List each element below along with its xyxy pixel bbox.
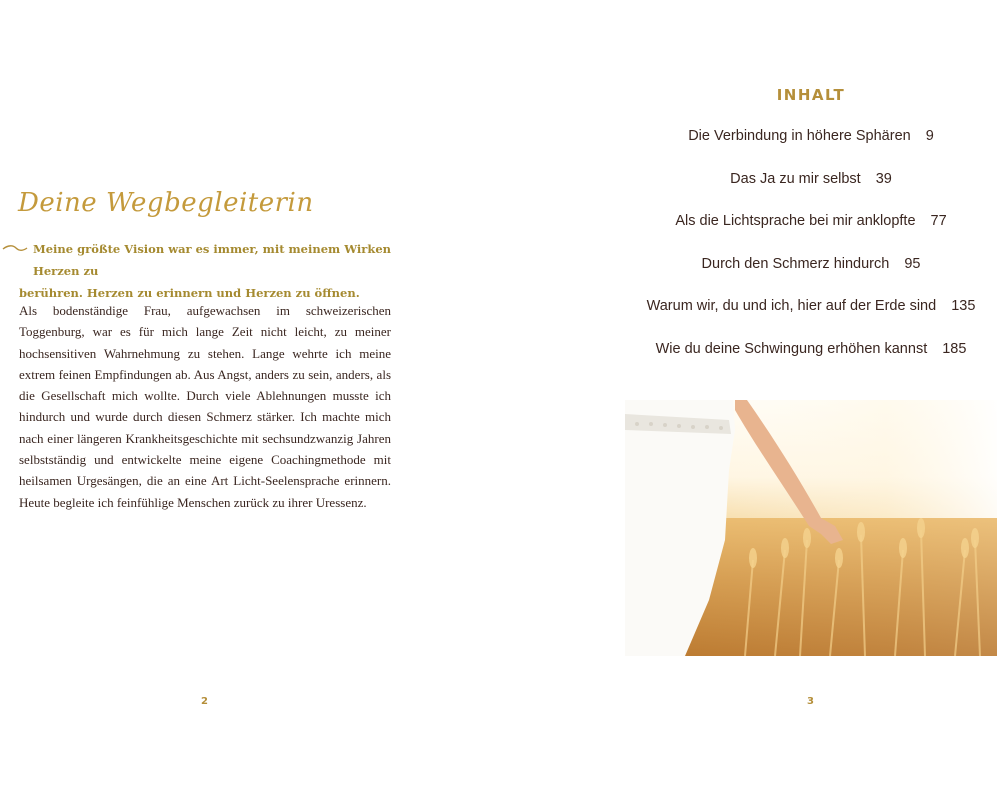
toc-entry[interactable] xyxy=(500,256,1000,299)
intro-block xyxy=(0,238,392,304)
toc-entry-title: Wie du deine Schwingung erhöhen kannst xyxy=(655,340,928,357)
intro-line-1: Meine größte Vision war es immer, mit meinem Wirken Herzen zu xyxy=(33,242,392,278)
toc-entry[interactable] xyxy=(500,213,1000,256)
toc-entry[interactable] xyxy=(500,298,1000,341)
toc-entry-title: Warum wir, du und ich, hier auf der Erde sind xyxy=(646,298,937,315)
toc-entry-page: 185 xyxy=(942,340,967,357)
table-of-contents xyxy=(500,128,1000,384)
intro-line-2: berühren. Herzen zu erinnern und Herzen zu öffnen. xyxy=(19,286,360,300)
toc-entry[interactable] xyxy=(500,128,1000,171)
toc-entry-page: 95 xyxy=(904,255,921,272)
page-number-right: 3 xyxy=(807,696,814,707)
toc-entry[interactable] xyxy=(500,341,1000,384)
page-number-left: 2 xyxy=(201,696,208,707)
toc-entry-page: 9 xyxy=(925,128,934,144)
toc-entry-title: Als die Lichtsprache bei mir anklopfte xyxy=(675,213,916,230)
toc-entry[interactable] xyxy=(500,171,1000,214)
toc-entry-title: Das Ja zu mir selbst xyxy=(730,170,861,187)
wheat-field-photo xyxy=(625,400,997,656)
toc-entry-page: 39 xyxy=(875,170,892,187)
intro-text xyxy=(0,238,392,304)
body-paragraph: Als bodenständige Frau, aufgewachsen im schweizerischen Toggenburg, war es für mich lange Zeit nicht leicht, zu meiner hochsensitiven Wahrnehmung zu stehen. Lange wehrte ich meine extrem feinen Empfindungen ab. Aus Angst, anders zu sein, anders, als die Gesellschaft mich wollte. Durch viele Ablehnungen musste ich hindurch und wurde durch diesen Schmerz stärker. Ich machte mich nach einer längeren Krankheitsgeschichte mit sechsundzwanzig Jahren selbstständig und entwickelte meine eigene Coachingmethode mit heilsamen Urgesängen, die an eine Art Licht-Seelensprache erinnern. Heute begleite ich feinfühlige Menschen zurück zu ihrer Uressenz. xyxy=(19,303,391,510)
toc-entry-page: 135 xyxy=(951,298,976,315)
toc-entry-page: 77 xyxy=(930,213,947,230)
toc-entry-title: Die Verbindung in höhere Sphären xyxy=(688,128,911,144)
wheat-field-illustration xyxy=(625,400,997,656)
section-heading: Deine Wegbegleiterin xyxy=(18,188,314,218)
toc-entry-title: Durch den Schmerz hindurch xyxy=(701,255,890,272)
swash-ornament-icon xyxy=(2,244,28,252)
toc-title: INHALT xyxy=(776,86,846,104)
right-page xyxy=(500,0,1000,800)
